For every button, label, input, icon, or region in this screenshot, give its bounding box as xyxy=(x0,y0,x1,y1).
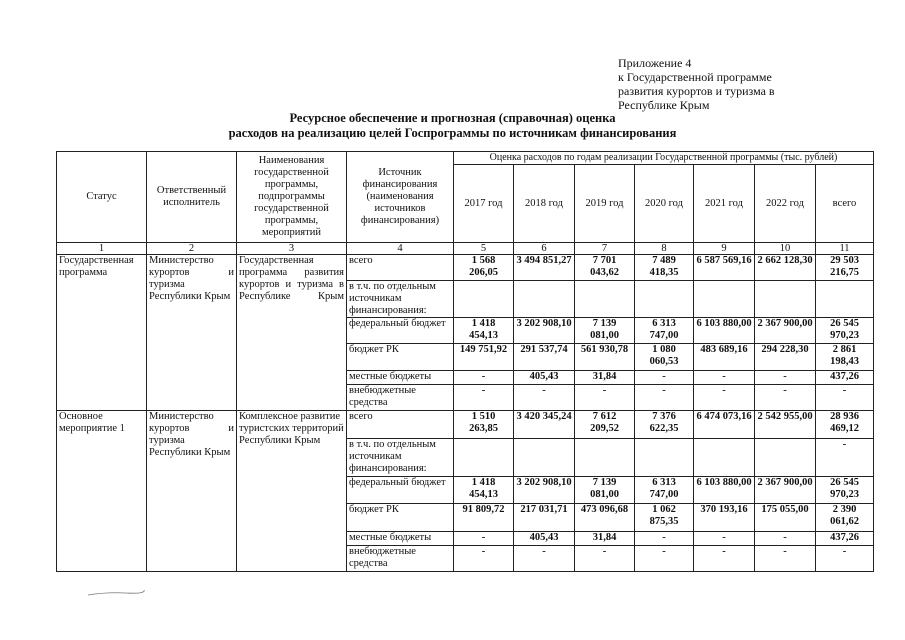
header-executor: Ответственный исполнитель xyxy=(147,152,237,243)
executor-cell xyxy=(147,255,237,411)
appendix-line: Республике Крым xyxy=(618,98,710,112)
value-cell: - xyxy=(635,385,694,411)
value-cell: 28 936 469,12 xyxy=(816,411,874,439)
col-number: 2 xyxy=(147,243,237,255)
source-label: внебюджетные средства xyxy=(347,385,454,411)
col-number: 1 xyxy=(57,243,147,255)
empty-cell xyxy=(514,281,575,318)
value-cell: 6 103 880,00 xyxy=(694,318,755,344)
col-number: 4 xyxy=(347,243,454,255)
value-cell: 7 376 622,35 xyxy=(635,411,694,439)
appendix-line: Приложение 4 xyxy=(618,56,692,70)
header-year: 2017 год xyxy=(454,165,514,243)
value-cell: - xyxy=(514,546,575,572)
empty-cell xyxy=(755,439,816,477)
value-cell: 7 489 418,35 xyxy=(635,255,694,281)
value-cell: 370 193,16 xyxy=(694,504,755,532)
value-cell: 6 313 747,00 xyxy=(635,318,694,344)
executor-word: курортов xyxy=(149,423,190,434)
value-cell: 2 367 900,00 xyxy=(755,318,816,344)
executor-line xyxy=(149,267,234,279)
col-number: 5 xyxy=(454,243,514,255)
value-cell: 561 930,78 xyxy=(575,344,635,371)
empty-cell xyxy=(575,439,635,477)
executor-word: и xyxy=(228,267,234,278)
empty-cell xyxy=(575,281,635,318)
col-number: 11 xyxy=(816,243,874,255)
value-cell: 294 228,30 xyxy=(755,344,816,371)
executor-line: Министерство xyxy=(149,255,214,266)
executor-line: Министерство xyxy=(149,411,214,422)
empty-cell xyxy=(454,439,514,477)
value-cell: 291 537,74 xyxy=(514,344,575,371)
funding-table xyxy=(56,151,874,572)
value-cell: 149 751,92 xyxy=(454,344,514,371)
value-cell: 2 367 900,00 xyxy=(755,477,816,504)
value-cell: 3 202 908,10 xyxy=(514,477,575,504)
value-cell: - xyxy=(694,371,755,385)
value-cell: 7 139 081,00 xyxy=(575,477,635,504)
value-cell: - xyxy=(755,385,816,411)
value-cell: 483 689,16 xyxy=(694,344,755,371)
value-cell: - xyxy=(575,385,635,411)
empty-cell xyxy=(816,281,874,318)
value-cell: 3 494 851,27 xyxy=(514,255,575,281)
program-cell: Комплексное развитие туристских территорий Республики Крым xyxy=(237,411,347,572)
empty-cell xyxy=(454,281,514,318)
empty-cell xyxy=(694,439,755,477)
source-label: местные бюджеты xyxy=(347,371,454,385)
header-year: 2019 год xyxy=(575,165,635,243)
header-year-total: всего xyxy=(816,165,874,243)
value-cell: 437,26 xyxy=(816,371,874,385)
value-cell: 1 418 454,13 xyxy=(454,477,514,504)
source-label: всего xyxy=(347,255,454,281)
source-label: бюджет РК xyxy=(347,504,454,532)
scan-mark xyxy=(86,588,146,598)
header-year: 2020 год xyxy=(635,165,694,243)
value-cell: - xyxy=(635,371,694,385)
value-cell: 7 612 209,52 xyxy=(575,411,635,439)
value-cell: 6 474 073,16 xyxy=(694,411,755,439)
value-cell: 2 861 198,43 xyxy=(816,344,874,371)
executor-word: курортов xyxy=(149,267,190,278)
value-cell: 2 662 128,30 xyxy=(755,255,816,281)
source-label: федеральный бюджет xyxy=(347,318,454,344)
value-cell: 7 701 043,62 xyxy=(575,255,635,281)
value-cell: 175 055,00 xyxy=(755,504,816,532)
executor-line: туризма Республики Крым xyxy=(149,279,231,302)
document-title xyxy=(0,111,905,141)
header-program-name: Наименования государственной программы, подпрограммы государственной программы, мероприятий xyxy=(237,152,347,243)
value-cell: 3 202 908,10 xyxy=(514,318,575,344)
value-cell: - xyxy=(454,371,514,385)
value-cell: - xyxy=(816,546,874,572)
value-cell: 1 062 875,35 xyxy=(635,504,694,532)
table-row-total xyxy=(57,255,874,281)
empty-cell xyxy=(694,281,755,318)
col-number: 7 xyxy=(575,243,635,255)
value-cell: - xyxy=(755,546,816,572)
col-number: 6 xyxy=(514,243,575,255)
value-cell: 1 568 206,05 xyxy=(454,255,514,281)
source-label: местные бюджеты xyxy=(347,532,454,546)
source-label: федеральный бюджет xyxy=(347,477,454,504)
value-cell: 1 510 263,85 xyxy=(454,411,514,439)
value-cell: 2 390 061,62 xyxy=(816,504,874,532)
value-cell: - xyxy=(816,385,874,411)
value-cell: - xyxy=(755,532,816,546)
value-cell: - xyxy=(575,546,635,572)
value-cell: 2 542 955,00 xyxy=(755,411,816,439)
value-cell: 217 031,71 xyxy=(514,504,575,532)
empty-cell xyxy=(755,281,816,318)
value-cell: 405,43 xyxy=(514,371,575,385)
header-year: 2021 год xyxy=(694,165,755,243)
value-cell: 405,43 xyxy=(514,532,575,546)
header-estimate: Оценка расходов по годам реализации Государственной программы (тыс. рублей) xyxy=(454,152,874,165)
program-cell: Государственная программа развития курортов и туризма в Республике Крым xyxy=(237,255,347,411)
value-cell: - xyxy=(694,385,755,411)
value-cell: - xyxy=(694,532,755,546)
title-line: Ресурсное обеспечение и прогнозная (справочная) оценка xyxy=(289,111,616,125)
value-cell: - xyxy=(514,385,575,411)
status-cell: Государственная программа xyxy=(57,255,147,411)
appendix-line: развития курортов и туризма в xyxy=(618,84,775,98)
header-row xyxy=(57,152,874,165)
empty-cell xyxy=(635,281,694,318)
header-year: 2018 год xyxy=(514,165,575,243)
table-row-total xyxy=(57,411,874,439)
value-cell: - xyxy=(454,385,514,411)
col-number: 8 xyxy=(635,243,694,255)
col-number: 3 xyxy=(237,243,347,255)
source-label: в т.ч. по отдельным источникам финансирования: xyxy=(347,281,454,318)
value-cell: 3 420 345,24 xyxy=(514,411,575,439)
source-label: внебюджетные средства xyxy=(347,546,454,572)
header-source: Источник финансирования (наименования источников финансирования) xyxy=(347,152,454,243)
title-line: расходов на реализацию целей Госпрограммы по источникам финансирования xyxy=(228,126,677,140)
value-cell: - xyxy=(694,546,755,572)
source-label: всего xyxy=(347,411,454,439)
appendix-note xyxy=(618,56,775,112)
col-number: 10 xyxy=(755,243,816,255)
header-year: 2022 год xyxy=(755,165,816,243)
scan-mark-stroke xyxy=(88,590,144,595)
executor-line: туризма Республики Крым xyxy=(149,435,231,458)
value-cell: 1 080 060,53 xyxy=(635,344,694,371)
value-cell: 7 139 081,00 xyxy=(575,318,635,344)
column-number-row xyxy=(57,243,874,255)
value-cell: - xyxy=(816,439,874,477)
executor-word: и xyxy=(228,423,234,434)
value-cell: - xyxy=(755,371,816,385)
value-cell: 31,84 xyxy=(575,532,635,546)
value-cell: 6 587 569,16 xyxy=(694,255,755,281)
value-cell: 26 545 970,23 xyxy=(816,318,874,344)
appendix-line: к Государственной программе xyxy=(618,70,772,84)
empty-cell xyxy=(635,439,694,477)
header-status: Статус xyxy=(57,152,147,243)
value-cell: 29 503 216,75 xyxy=(816,255,874,281)
value-cell: - xyxy=(454,532,514,546)
value-cell: - xyxy=(454,546,514,572)
source-label: бюджет РК xyxy=(347,344,454,371)
value-cell: 6 313 747,00 xyxy=(635,477,694,504)
source-label: в т.ч. по отдельным источникам финансирования: xyxy=(347,439,454,477)
col-number: 9 xyxy=(694,243,755,255)
value-cell: 473 096,68 xyxy=(575,504,635,532)
value-cell: 91 809,72 xyxy=(454,504,514,532)
value-cell: 6 103 880,00 xyxy=(694,477,755,504)
value-cell: 31,84 xyxy=(575,371,635,385)
value-cell: 1 418 454,13 xyxy=(454,318,514,344)
executor-line xyxy=(149,423,234,435)
empty-cell xyxy=(514,439,575,477)
value-cell: - xyxy=(635,532,694,546)
value-cell: - xyxy=(635,546,694,572)
status-cell: Основное мероприятие 1 xyxy=(57,411,147,572)
value-cell: 26 545 970,23 xyxy=(816,477,874,504)
value-cell: 437,26 xyxy=(816,532,874,546)
executor-cell xyxy=(147,411,237,572)
